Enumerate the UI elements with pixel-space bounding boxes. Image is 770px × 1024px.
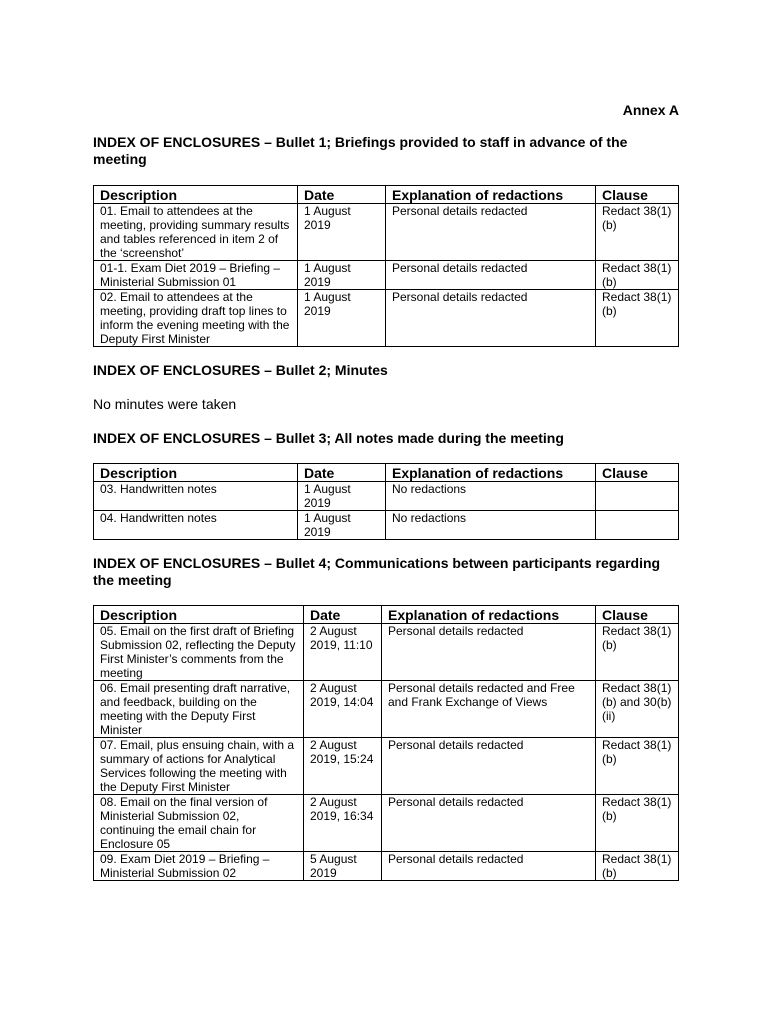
table-row: [94, 482, 679, 511]
cell-clause: [596, 482, 679, 511]
cell-explanation: Personal details redacted: [386, 290, 596, 347]
table-row: [94, 511, 679, 540]
header-explanation: Explanation of redactions: [386, 464, 596, 482]
header-date: Date: [298, 464, 386, 482]
cell-clause: Redact 38(1)(b): [596, 290, 679, 347]
cell-description: 08. Email on the final version of Ministerial Submission 02, continuing the email chain for Enclosure 05: [94, 795, 304, 852]
table-row: [94, 261, 679, 290]
cell-date: 2 August 2019, 14:04: [304, 681, 382, 738]
cell-description: 02. Email to attendees at the meeting, providing draft top lines to inform the evening meeting with the Deputy First Minister: [94, 290, 298, 347]
cell-date: 1 August 2019: [298, 511, 386, 540]
cell-description: 07. Email, plus ensuing chain, with a summary of actions for Analytical Services following the meeting with the Deputy First Minister: [94, 738, 304, 795]
cell-explanation: Personal details redacted: [382, 624, 596, 681]
header-description: Description: [94, 186, 298, 204]
cell-explanation: Personal details redacted: [382, 795, 596, 852]
section1-heading: INDEX OF ENCLOSURES – Bullet 1; Briefings provided to staff in advance of the meeting: [93, 134, 628, 167]
table-row: [94, 738, 679, 795]
table-row: [94, 795, 679, 852]
table-header-row: [94, 606, 679, 624]
cell-date: 2 August 2019, 16:34: [304, 795, 382, 852]
header-date: Date: [298, 186, 386, 204]
cell-date: 1 August 2019: [298, 482, 386, 511]
header-explanation: Explanation of redactions: [382, 606, 596, 624]
section3-heading: INDEX OF ENCLOSURES – Bullet 3; All notes made during the meeting: [93, 430, 564, 446]
header-clause: Clause: [596, 606, 679, 624]
section2-heading: INDEX OF ENCLOSURES – Bullet 2; Minutes: [93, 362, 388, 378]
header-explanation: Explanation of redactions: [386, 186, 596, 204]
cell-clause: Redact 38(1)(b): [596, 624, 679, 681]
no-minutes-text: No minutes were taken: [93, 396, 237, 412]
cell-explanation: Personal details redacted: [382, 852, 596, 881]
cell-clause: Redact 38(1)(b) and 30(b)(ii): [596, 681, 679, 738]
cell-clause: Redact 38(1)(b): [596, 795, 679, 852]
cell-explanation: No redactions: [386, 482, 596, 511]
cell-clause: Redact 38(1)(b): [596, 738, 679, 795]
cell-explanation: Personal details redacted: [386, 261, 596, 290]
table-header-row: [94, 186, 679, 204]
cell-description: 03. Handwritten notes: [94, 482, 298, 511]
table-row: [94, 624, 679, 681]
cell-explanation: Personal details redacted: [382, 738, 596, 795]
section4-table: [93, 605, 679, 881]
cell-description: 05. Email on the first draft of Briefing Submission 02, reflecting the Deputy First Minister’s comments from the meeting: [94, 624, 304, 681]
table-row: [94, 204, 679, 261]
section1-table: [93, 185, 679, 347]
cell-description: 01. Email to attendees at the meeting, providing summary results and tables referenced in item 2 of the ‘screenshot’: [94, 204, 298, 261]
cell-date: 1 August 2019: [298, 204, 386, 261]
table-row: [94, 290, 679, 347]
cell-clause: Redact 38(1)(b): [596, 261, 679, 290]
cell-description: 06. Email presenting draft narrative, and feedback, building on the meeting with the Deputy First Minister: [94, 681, 304, 738]
cell-date: 2 August 2019, 11:10: [304, 624, 382, 681]
cell-description: 01-1. Exam Diet 2019 – Briefing – Ministerial Submission 01: [94, 261, 298, 290]
cell-date: 5 August 2019: [304, 852, 382, 881]
table-header-row: [94, 464, 679, 482]
table-row: [94, 681, 679, 738]
cell-date: 1 August 2019: [298, 261, 386, 290]
cell-explanation: Personal details redacted and Free and Frank Exchange of Views: [382, 681, 596, 738]
header-date: Date: [304, 606, 382, 624]
header-description: Description: [94, 606, 304, 624]
cell-date: 2 August 2019, 15:24: [304, 738, 382, 795]
cell-clause: [596, 511, 679, 540]
header-description: Description: [94, 464, 298, 482]
cell-description: 09. Exam Diet 2019 – Briefing – Ministerial Submission 02: [94, 852, 304, 881]
cell-clause: Redact 38(1)(b): [596, 204, 679, 261]
header-clause: Clause: [596, 464, 679, 482]
cell-description: 04. Handwritten notes: [94, 511, 298, 540]
header-clause: Clause: [596, 186, 679, 204]
cell-explanation: Personal details redacted: [386, 204, 596, 261]
annex-label: Annex A: [622, 102, 679, 118]
section4-heading: INDEX OF ENCLOSURES – Bullet 4; Communications between participants regarding the meeting: [93, 555, 661, 588]
table-row: [94, 852, 679, 881]
section3-table: [93, 463, 679, 540]
cell-date: 1 August 2019: [298, 290, 386, 347]
cell-explanation: No redactions: [386, 511, 596, 540]
cell-clause: Redact 38(1)(b): [596, 852, 679, 881]
